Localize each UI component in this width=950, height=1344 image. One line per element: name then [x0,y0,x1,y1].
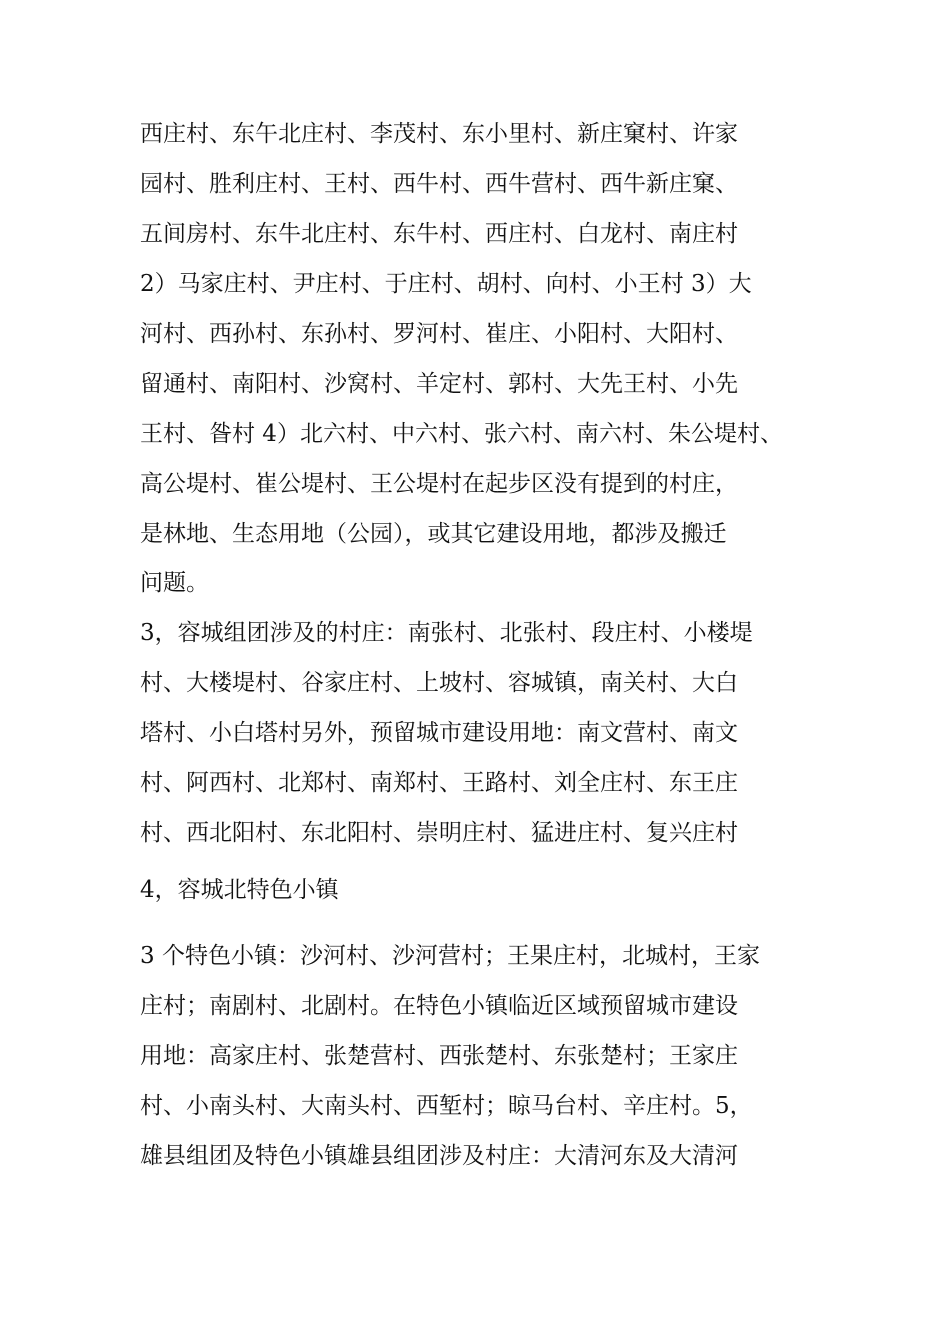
text-line: 留通村、南阳村、沙窝村、羊定村、郭村、大先王村、小先 [140,371,738,397]
text-line: 3，容城组团涉及的村庄：南张村、北张村、段庄村、小楼堤 [140,620,753,646]
text-line: 2）马家庄村、尹庄村、于庄村、胡村、向村、小王村 3）大 [140,271,752,297]
text-line: 3 个特色小镇：沙河村、沙河营村；王果庄村，北城村，王家 [140,943,760,969]
text-line: 村、小南头村、大南头村、西堑村；晾马台村、辛庄村。5， [140,1093,753,1119]
text-line: 五间房村、东牛北庄村、东牛村、西庄村、白龙村、南庄村 [140,221,738,247]
text-line: 村、大楼堤村、谷家庄村、上坡村、容城镇，南关村、大白 [140,670,738,696]
text-line: 高公堤村、崔公堤村、王公堤村在起步区没有提到的村庄， [140,471,738,497]
text-line: 是林地、生态用地（公园），或其它建设用地，都涉及搬迁 [140,521,727,547]
text-line: 村、西北阳村、东北阳村、崇明庄村、猛进庄村、复兴庄村 [140,820,738,846]
text-line: 庄村；南剧村、北剧村。在特色小镇临近区域预留城市建设 [140,993,738,1019]
section-heading: 4，容城北特色小镇 [140,877,339,903]
text-line: 雄县组团及特色小镇雄县组团涉及村庄：大清河东及大清河 [140,1143,738,1169]
text-line: 西庄村、东午北庄村、李茂村、东小里村、新庄窠村、许家 [140,121,738,147]
text-line: 园村、胜利庄村、王村、西牛村、西牛营村、西牛新庄窠、 [140,171,738,197]
text-line: 问题。 [140,570,209,596]
text-line: 河村、西孙村、东孙村、罗河村、崔庄、小阳村、大阳村、 [140,321,738,347]
text-line: 塔村、小白塔村另外，预留城市建设用地：南文营村、南文 [140,720,738,746]
text-line: 村、阿西村、北郑村、南郑村、王路村、刘全庄村、东王庄 [140,770,738,796]
text-line: 王村、昝村 4）北六村、中六村、张六村、南六村、朱公堤村、 [140,421,783,447]
text-line: 用地：高家庄村、张楚营村、西张楚村、东张楚村；王家庄 [140,1043,738,1069]
